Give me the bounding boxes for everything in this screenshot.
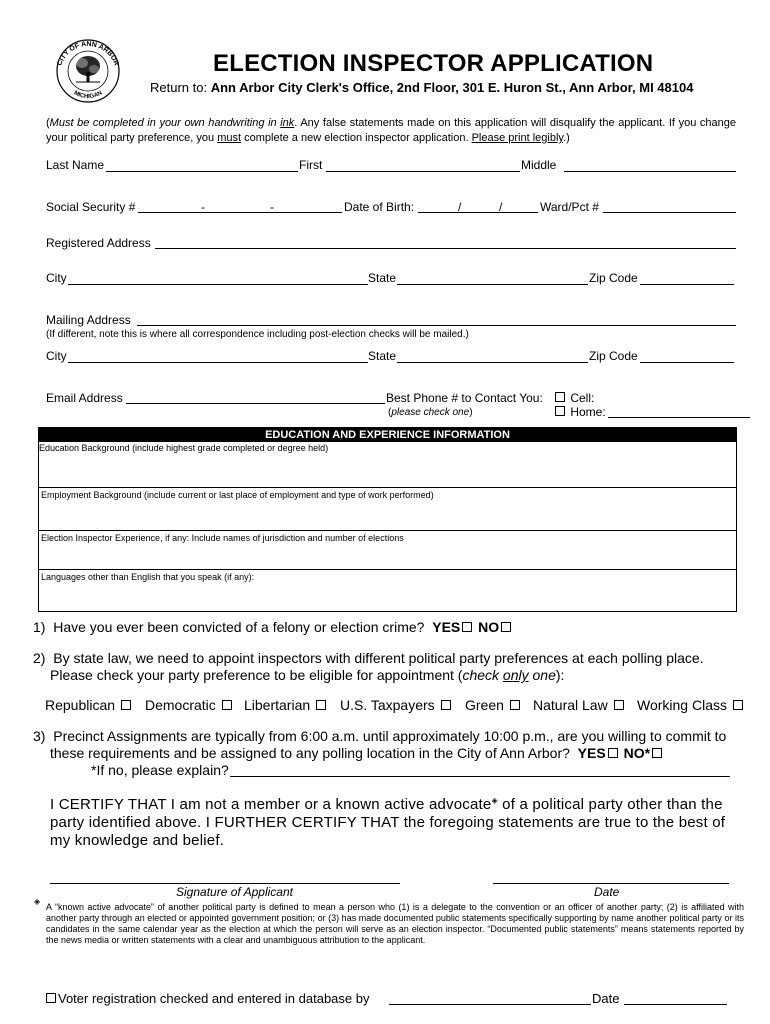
ssn-field[interactable]	[138, 212, 342, 213]
zip-label: Zip Code	[589, 271, 638, 285]
state-label-2: State	[368, 349, 397, 363]
signature-date-line[interactable]	[493, 883, 729, 884]
voter-registration-check[interactable]: Voter registration checked and entered in database by	[44, 991, 370, 1006]
best-phone-label: Best Phone # to Contact You:	[386, 391, 543, 405]
party-option-working-class[interactable]: Working Class	[637, 697, 745, 713]
middle-name-label: Middle	[521, 158, 557, 172]
middle-name-field[interactable]	[564, 171, 736, 172]
voter-registration-checkbox[interactable]	[46, 993, 56, 1003]
last-name-label: Last Name	[46, 158, 105, 172]
first-name-field[interactable]	[326, 171, 520, 172]
inspector-experience-label: Election Inspector Experience, if any: Include names of jurisdiction and number of elections	[41, 533, 404, 543]
zip-label-2: Zip Code	[589, 349, 638, 363]
q3-explain-label: *If no, please explain?	[91, 762, 229, 778]
city-field-2[interactable]	[68, 362, 368, 363]
office-date-label: Date	[592, 991, 620, 1006]
languages-box[interactable]	[39, 569, 736, 611]
cell-option[interactable]: Cell:	[553, 391, 594, 405]
q3-no-label: NO*	[623, 745, 651, 761]
question-3-line-2: these requirements and be assigned to any polling location in the City of Ann Arbor? YES NO*	[50, 745, 664, 761]
svg-text:MICHIGAN	[73, 90, 104, 100]
party-option-democratic[interactable]: Democratic	[145, 697, 234, 713]
question-2-line-2: Please check your party preference to be eligible for appointment (check only one):	[50, 667, 565, 683]
education-background-box[interactable]	[39, 442, 736, 487]
q1-no-checkbox[interactable]	[501, 622, 511, 632]
ward-label: Ward/Pct #	[540, 200, 599, 214]
education-experience-table	[38, 427, 737, 612]
us-taxpayers-checkbox[interactable]	[441, 700, 451, 710]
signature-label: Signature of Applicant	[176, 885, 293, 899]
party-option-libertarian[interactable]: Libertarian	[244, 697, 328, 713]
state-field-2[interactable]	[397, 362, 588, 363]
city-seal-logo	[50, 38, 126, 104]
zip-field[interactable]	[640, 284, 734, 285]
home-phone-field[interactable]	[608, 417, 750, 418]
green-checkbox[interactable]	[510, 700, 520, 710]
tree-icon	[76, 56, 100, 82]
return-to: Return to: Ann Arbor City Clerk's Office, 2nd Floor, 301 E. Huron St., Ann Arbor, MI 48104	[150, 80, 694, 95]
instructions-note: (Must be completed in your own handwriting in ink. Any false statements made on this application will disqualify the applicant. If you change your political party preference, you must complete a new election inspector application. Please print legibly.)	[46, 117, 737, 144]
footnote-text: A “known active advocate” of another political party is defined to mean a person who (1) is a delegate to the convention or an officer of another party; (2) is affiliated with another party through an elected or appointed government position; or (3) has made documented public statements specifically supporting by name another political party or its candidates in the same calendar year as the election at which the person will serve as an election inspector. “Documented public statements” means statements reported by the news media or written statements with a clear and unambiguous attribution to the applicant.	[46, 902, 744, 945]
first-name-label: First	[299, 158, 323, 172]
email-field[interactable]	[126, 403, 385, 404]
ssn-label: Social Security #	[46, 200, 136, 214]
signature-line[interactable]	[50, 883, 400, 884]
question-3-line-1: 3) Precinct Assignments are typically from 6:00 a.m. until approximately 10:00 p.m., are you willing to commit to	[33, 728, 727, 744]
seal-bottom-text: MICHIGAN	[72, 90, 104, 101]
email-label: Email Address	[46, 391, 123, 405]
certification-statement: I CERTIFY THAT I am not a member or a known active advocate◈ of a political party other than the party identified above. I FURTHER CERTIFY THAT the foregoing statements are true to the best of my knowledge and belief.	[50, 796, 726, 849]
party-option-republican[interactable]: Republican	[45, 697, 133, 713]
state-field[interactable]	[397, 284, 588, 285]
mailing-address-field[interactable]	[137, 325, 736, 326]
ward-field[interactable]	[603, 212, 736, 213]
city-field[interactable]	[68, 284, 368, 285]
zip-field-2[interactable]	[640, 362, 734, 363]
party-option-green[interactable]: Green	[465, 697, 522, 713]
q3-explain-field[interactable]	[230, 776, 730, 777]
natural-law-checkbox[interactable]	[614, 700, 624, 710]
dob-slash-1: /	[458, 200, 462, 214]
city-label-2: City	[46, 349, 67, 363]
education-header: EDUCATION AND EXPERIENCE INFORMATION	[39, 428, 736, 442]
ssn-dash-1: -	[201, 200, 205, 214]
advocate-footnote-mark: ◈	[491, 796, 498, 805]
question-1: 1) Have you ever been convicted of a felony or election crime? YES NO	[33, 619, 513, 635]
q1-no-label: NO	[478, 619, 500, 635]
registered-address-label: Registered Address	[46, 236, 151, 250]
state-label: State	[368, 271, 397, 285]
home-option[interactable]: Home:	[553, 405, 606, 419]
education-background-label: Education Background (include highest grade completed or degree held)	[39, 443, 329, 453]
languages-label: Languages other than English that you speak (if any):	[41, 572, 255, 582]
democratic-checkbox[interactable]	[222, 700, 232, 710]
voter-registration-by-field[interactable]	[389, 1004, 591, 1005]
dob-label: Date of Birth:	[344, 200, 415, 214]
libertarian-checkbox[interactable]	[316, 700, 326, 710]
cell-checkbox[interactable]	[555, 392, 565, 402]
q1-yes-checkbox[interactable]	[462, 622, 472, 632]
q3-no-checkbox[interactable]	[652, 748, 662, 758]
form-title: ELECTION INSPECTOR APPLICATION	[213, 50, 654, 77]
office-date-field[interactable]	[624, 1004, 727, 1005]
signature-date-label: Date	[594, 885, 620, 899]
please-check-one: (please check one)	[388, 407, 473, 418]
mailing-address-label: Mailing Address	[46, 313, 131, 327]
ssn-dash-2: -	[270, 200, 274, 214]
dob-slash-2: /	[499, 200, 503, 214]
home-checkbox[interactable]	[555, 406, 565, 416]
city-label: City	[46, 271, 67, 285]
q3-yes-label: YES	[577, 745, 606, 761]
q1-yes-label: YES	[432, 619, 461, 635]
question-2-line-1: 2) By state law, we need to appoint inspectors with different political party preferences at each polling place.	[33, 650, 704, 666]
registered-address-field[interactable]	[155, 248, 736, 249]
q3-yes-checkbox[interactable]	[608, 748, 618, 758]
footnote-mark: ◈	[34, 897, 41, 906]
party-option-natural-law[interactable]: Natural Law	[533, 697, 626, 713]
seal-top-text: CITY OF ANN ARBOR	[56, 40, 120, 67]
last-name-field[interactable]	[106, 171, 298, 172]
republican-checkbox[interactable]	[121, 700, 131, 710]
employment-background-box[interactable]	[39, 487, 736, 531]
party-option-us-taxpayers[interactable]: U.S. Taxpayers	[340, 697, 453, 713]
inspector-experience-box[interactable]	[39, 530, 736, 570]
mailing-note: (If different, note this is where all correspondence including post-election checks will be mailed.)	[46, 329, 469, 340]
employment-background-label: Employment Background (include current or last place of employment and type of work performed)	[41, 490, 434, 500]
dob-field[interactable]	[418, 212, 538, 213]
working-class-checkbox[interactable]	[733, 700, 743, 710]
